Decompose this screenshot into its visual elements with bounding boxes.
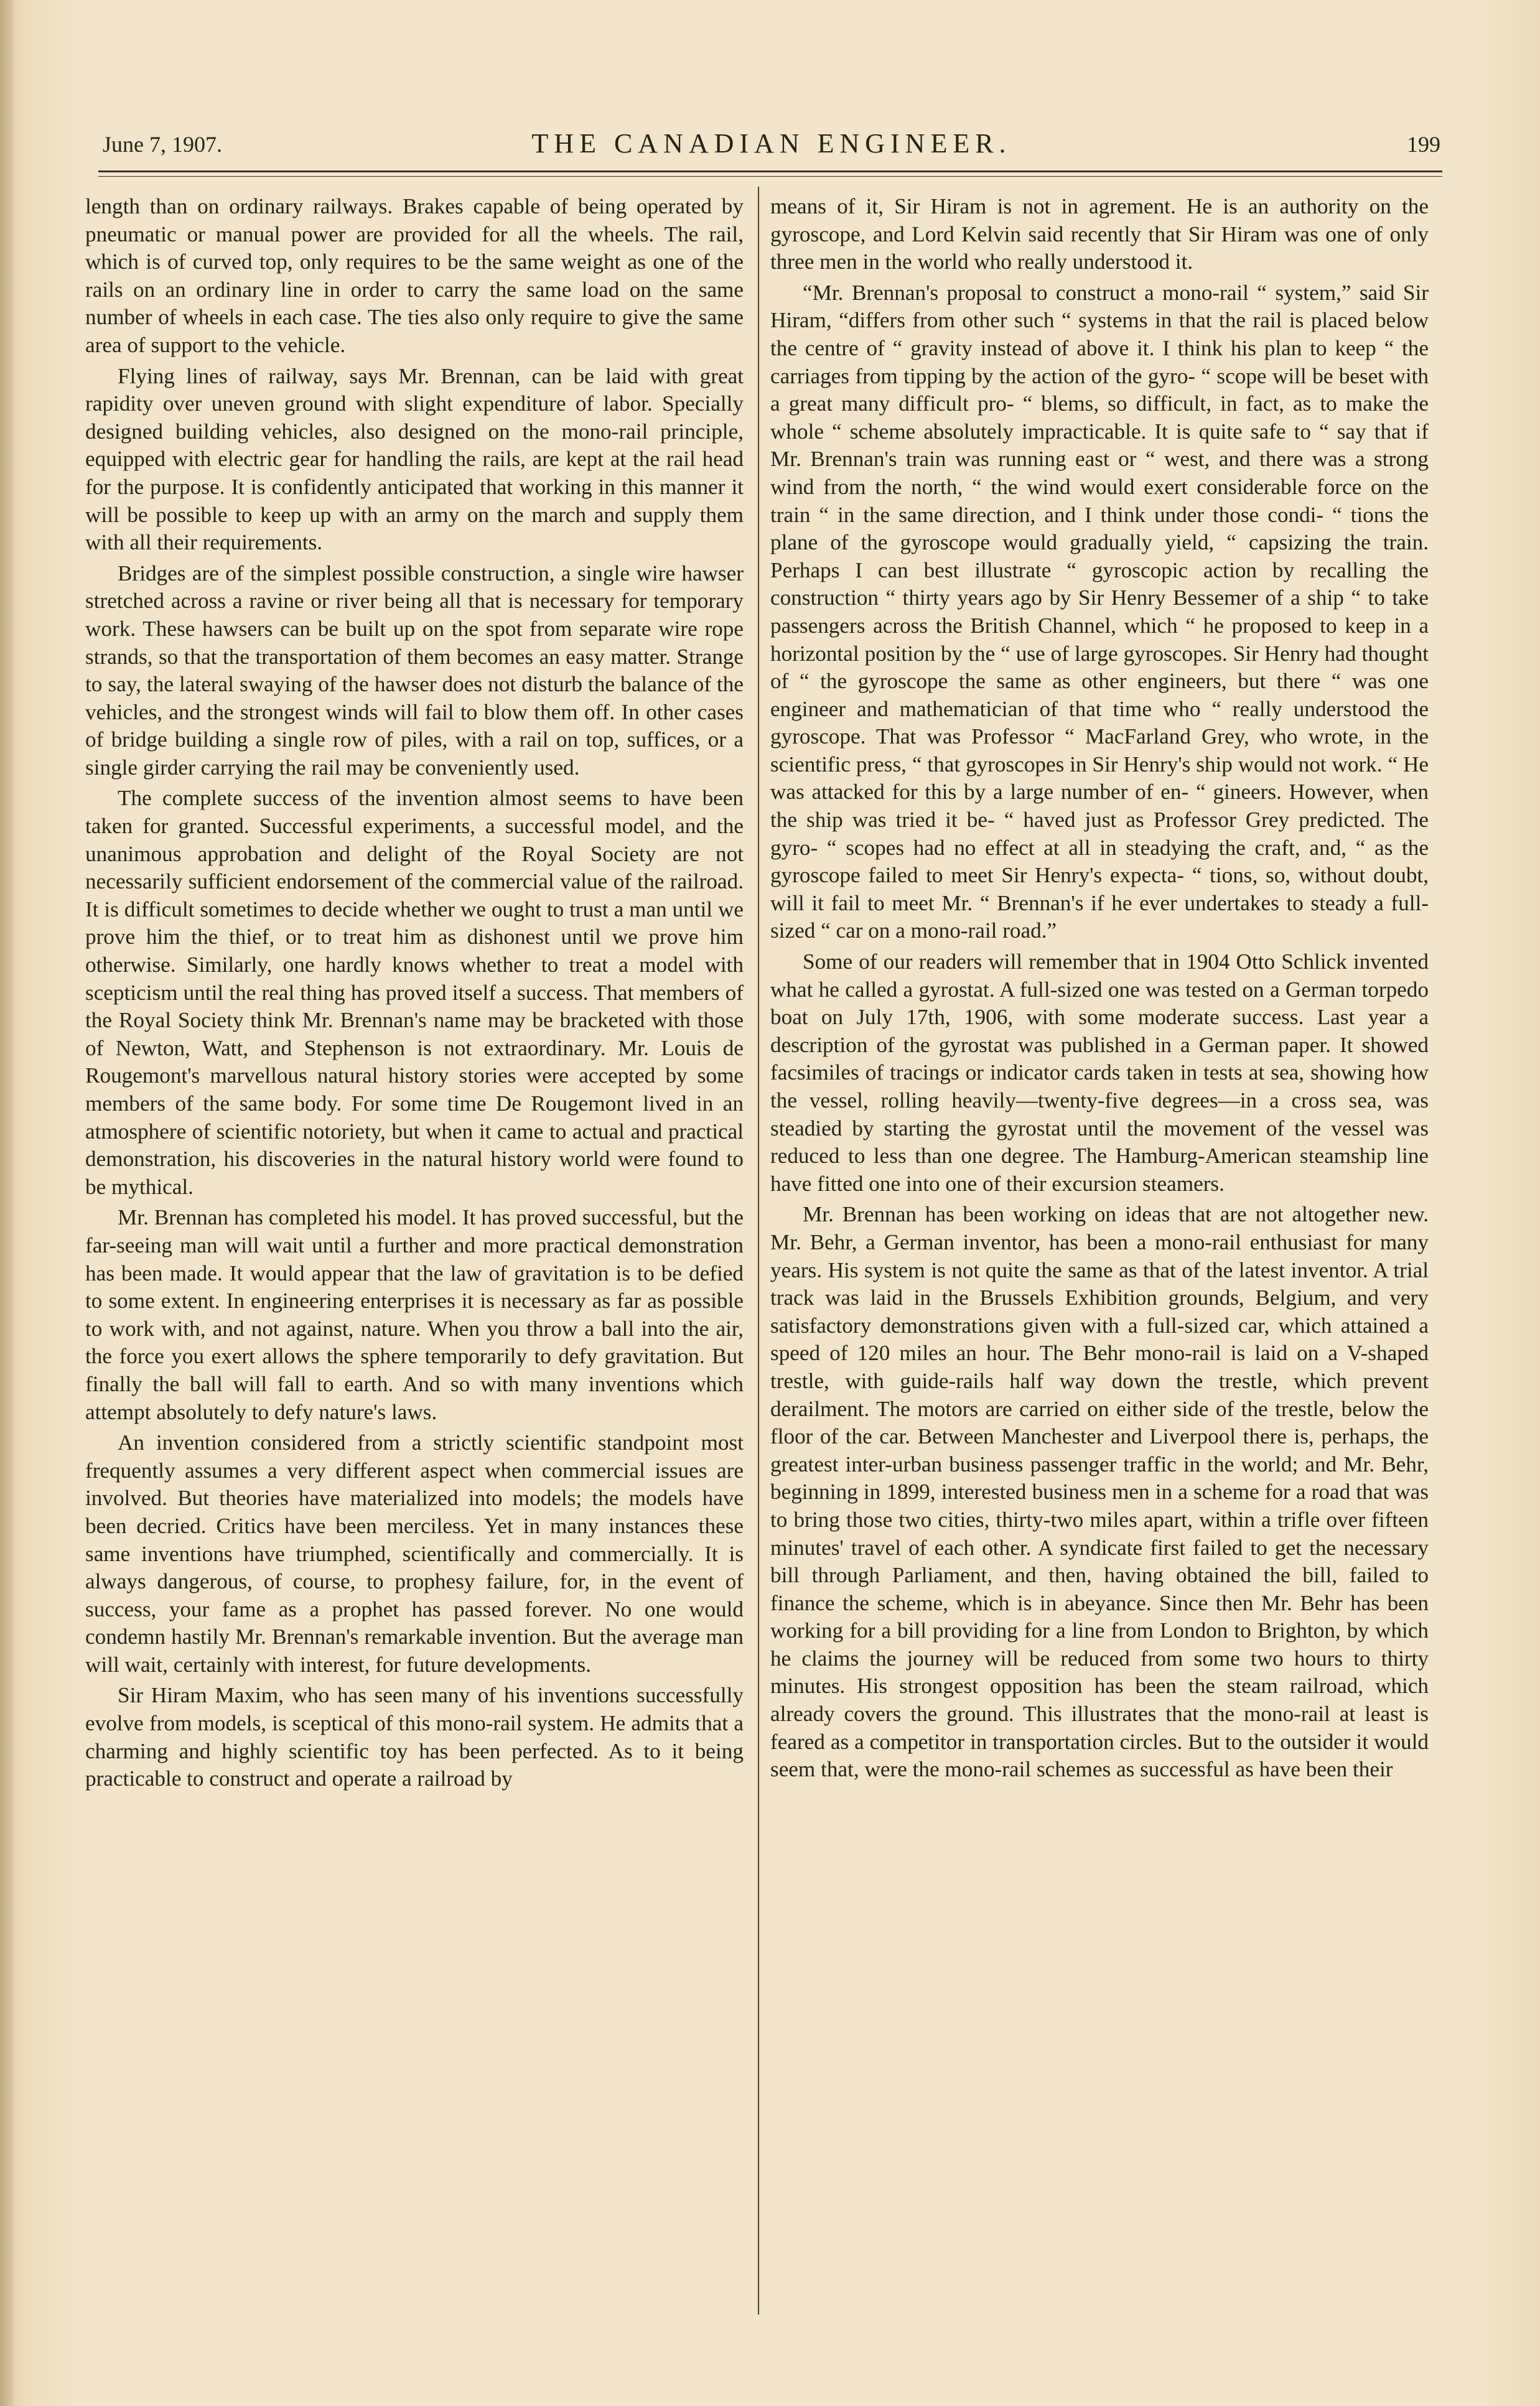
paragraph: Mr. Brennan has been working on ideas that are not altogether new. Mr. Behr, a German inventor, has been a mono-rail enthusiast for many years. His system is not quite the same as that of the latest inventor. A trial track was laid in the Brussels Exhibition grounds, Belgium, and very satisfactory demonstrations given with a full-sized car, which attained a speed of 120 miles an hour. The Behr mono-rail is laid on a V-shaped trestle, with guide-rails half way down the trestle, which prevent derailment. The motors are carried on either side of the trestle, below the floor of the car. Between Manchester and Liverpool there is, perhaps, the greatest inter-urban business passenger traffic in the world; and Mr. Behr, beginning in 1899, interested business men in a scheme for a road that was to bring those two cities, thirty-two miles apart, within a trifle over fifteen minutes' travel of each other. A syndicate first failed to get the necessary bill through Parliament, and then, having obtained the bill, failed to finance the scheme, which is in abeyance. Since then Mr. Behr has been working for a bill providing for a line from London to Brighton, by which he claims the journey will be reduced from some two hours to thirty minutes. His strongest opposition has been the steam railroad, which already covers the ground. This illustrates that the mono-rail at least is feared as a competitor in transportation circles. But to the outsider it would seem that, were the mono-rail schemes as successful as have been their xyxy=(770,1202,1429,1782)
paragraph: Sir Hiram Maxim, who has seen many of his inventions successfully evolve from models, is sceptical of this mono-rail system. He admits that a charming and highly scientific toy has been perfected. As to it being practicable to construct and operate a railroad by xyxy=(85,1683,744,1791)
paragraph: means of it, Sir Hiram is not in agrement. He is an authority on the gyroscope, and Lord Kelvin said recently that Sir Hiram was one of only three men in the world who really understood it. xyxy=(770,194,1429,274)
right-column xyxy=(770,193,1429,1787)
issue-date: June 7, 1907. xyxy=(103,132,222,157)
page-number: 199 xyxy=(1407,132,1440,157)
header-rule-thin xyxy=(98,176,1442,177)
column-divider xyxy=(758,187,759,2315)
paragraph: Some of our readers will remember that in 1904 Otto Schlick invented what he called a gyrostat. A full-sized one was tested on a German torpedo boat on July 17th, 1906, with some moderate success. Last year a description of the gyrostat was published in a German paper. It showed facsimiles of tracings or indicator cards taken in tests at sea, showing how the vessel, rolling heavily—twenty-five degrees—in a cross sea, was steadied by starting the gyrostat until the movement of the vessel was reduced to less than one degree. The Hamburg-American steamship line have fitted one into one of their excursion steamers. xyxy=(770,949,1429,1196)
running-header xyxy=(103,128,1440,165)
book-spine-edge xyxy=(0,0,14,2406)
paragraph: An invention considered from a strictly scientific standpoint most frequently assumes a very different aspect when commercial issues are involved. But theories have materialized into models; the models have been decried. Critics have been merciless. Yet in many instances these same inventions have triumphed, scientifically and commercially. It is always dangerous, of course, to prophesy failure, for, in the event of success, your fame as a prophet has passed forever. No one would condemn hastily Mr. Brennan's remarkable invention. But the average man will wait, certainly with interest, for future developments. xyxy=(85,1430,744,1677)
header-rule-thick xyxy=(98,170,1442,172)
journal-title: THE CANADIAN ENGINEER. xyxy=(531,128,1012,159)
quoted-paragraph: “Mr. Brennan's proposal to construct a mono-rail “ system,” said Sir Hiram, “differs from other such “ systems in that the rail is placed below the centre of “ gravity instead of above it. I think his plan to keep “ the carriages from tipping by the action of the gyro- “ scope will be beset with a great many difficult pro- “ blems, so difficult, in fact, as to make the whole “ scheme absolutely impracticable. It is quite safe to “ say that if Mr. Brennan's train was running east or “ west, and there was a strong wind from the north, “ the wind would exert considerable force on the train “ in the same direction, and I think under those condi- “ tions the plane of the gyroscope would gradually yield, “ capsizing the train. Perhaps I can best illustrate “ gyroscopic action by recalling the construction “ thirty years ago by Sir Henry Bessemer of a ship “ to take passengers across the British Channel, which “ he proposed to keep in a horizontal position by the “ use of large gyroscopes. Sir Henry had thought of “ the gyroscope the same as other engineers, but there “ was one engineer and mathematician of that time who “ really understood the gyroscope. That was Professor “ MacFarland Grey, who wrote, in the scientific press, “ that gyroscopes in Sir Henry's ship would not work. “ He was attacked for this by a large number of en- “ gineers. However, when the ship was tried it be- “ haved just as Professor Grey predicted. The gyro- “ scopes had no effect at all in steadying the craft, and, “ as the gyroscope failed to meet Sir Henry's expecta- “ tions, so, without doubt, will it fail to meet Mr. “ Brennan's if he ever undertakes to steady a full-sized “ car on a mono-rail road.” xyxy=(770,280,1429,943)
paragraph: The complete success of the invention almost seems to have been taken for granted. Successful experiments, a successful model, and the unanimous approbation and delight of the Royal Society are not necessarily sufficient endorsement of the commercial value of the railroad. It is difficult sometimes to decide whether we ought to trust a man until we prove him the thief, or to treat him as dishonest until we prove him otherwise. Similarly, one hardly knows whether to treat a model with scepticism until the real thing has proved itself a success. That members of the Royal Society think Mr. Brennan's name may be bracketed with those of Newton, Watt, and Stephenson is not extraordinary. Mr. Louis de Rougemont's marvellous natural history stories were accepted by some members of the same body. For some time De Rougemont lived in an atmosphere of scientific notoriety, but when it came to actual and practical demonstration, his discoveries in the natural history world were found to be mythical. xyxy=(85,786,744,1199)
paragraph: Bridges are of the simplest possible construction, a single wire hawser stretched across a ravine or river being all that is necessary for temporary work. These hawsers can be built up on the spot from separate wire rope strands, so that the transportation of them becomes an easy matter. Strange to say, the lateral swaying of the hawser does not disturb the balance of the vehicles, and the strongest winds will fail to blow them off. In other cases of bridge building a single row of piles, with a rail on top, suffices, or a single girder carrying the rail may be conveniently used. xyxy=(85,561,744,780)
paragraph: length than on ordinary railways. Brakes capable of being operated by pneumatic or manual power are provided for all the wheels. The rail, which is of curved top, only requires to be the same weight as one of the rails on an ordinary line in order to carry the same load on the same number of wheels in each case. The ties also only require to give the same area of support to the vehicle. xyxy=(85,194,744,357)
paragraph: Flying lines of railway, says Mr. Brennan, can be laid with great rapidity over uneven ground with slight expenditure of labor. Specially designed building vehicles, also designed on the mono-rail principle, equipped with electric gear for handling the rails, are kept at the rail head for the purpose. It is confidently anticipated that working in this manner it will be possible to keep up with an army on the march and supply them with all their requirements. xyxy=(85,363,744,555)
left-column xyxy=(85,193,744,1796)
paragraph: Mr. Brennan has completed his model. It has proved successful, but the far-seeing man will wait until a further and more practical demonstration has been made. It would appear that the law of gravitation is to be defied to some extent. In engineering enterprises it is necessary as far as possible to work with, and not against, nature. When you throw a ball into the air, the force you exert allows the sphere temporarily to defy gravitation. But finally the ball will fall to earth. And so with many inventions which attempt absolutely to defy nature's laws. xyxy=(85,1205,744,1424)
